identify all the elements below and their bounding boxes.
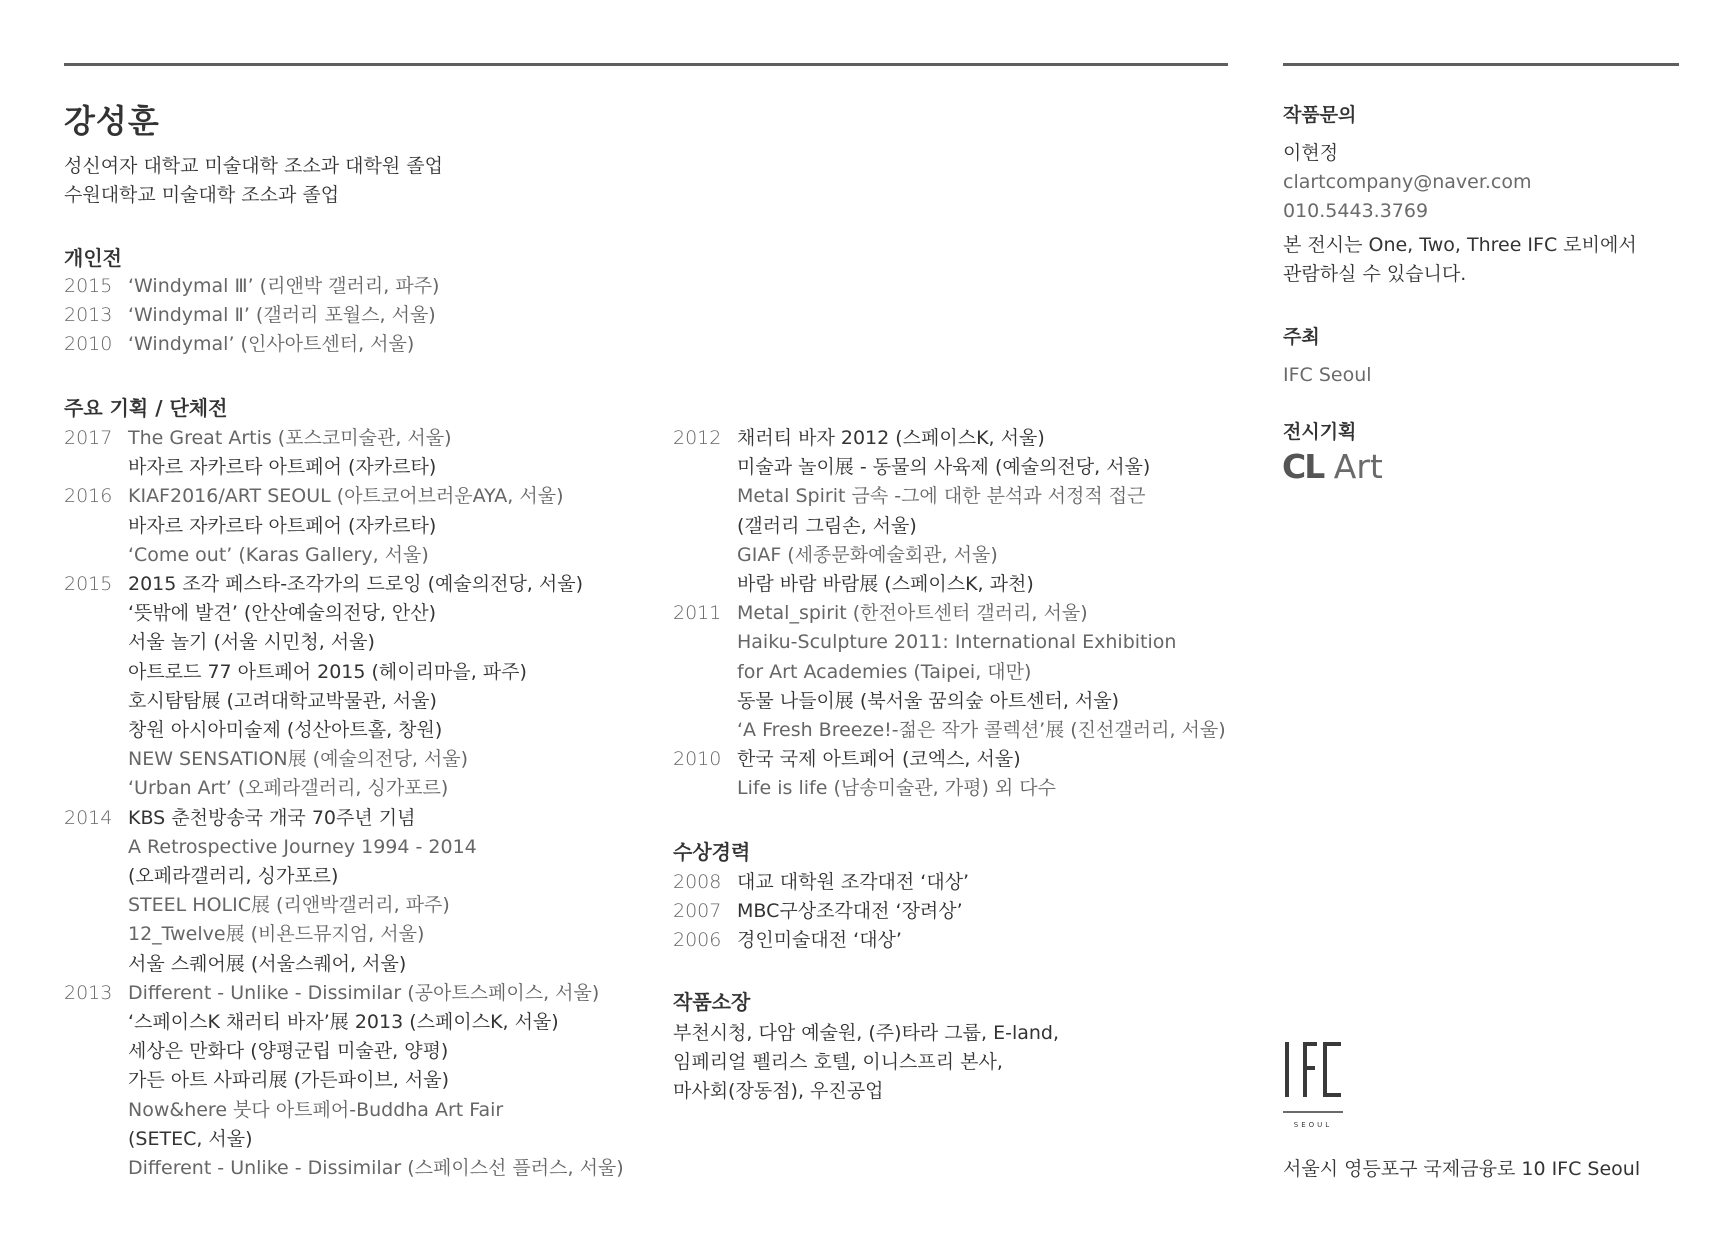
cl-logo-mark: CL xyxy=(1282,447,1324,486)
artist-name: 강성훈 xyxy=(64,102,160,140)
solo-group xyxy=(64,330,439,359)
exhibition-item: The Great Artis (포스코미술관, 서울) xyxy=(128,427,452,449)
exhibition-item: Metal_spirit (한전아트센터 갤러리, 서울) xyxy=(737,602,1088,625)
exhibition-item: 서울 스퀘어展 (서울스퀘어, 서울) xyxy=(128,952,407,975)
group-exhibition-year xyxy=(64,570,624,804)
exhibition-item: Metal Spirit 금속 -그에 대한 분석과 서정적 접근 xyxy=(737,485,1146,508)
year: 2007 xyxy=(673,900,722,923)
top-rule-left xyxy=(64,63,1228,66)
year: 2010 xyxy=(673,748,722,771)
collections-list xyxy=(673,1019,1059,1107)
contact-name: 이현정 xyxy=(1283,142,1339,164)
solo-group xyxy=(64,301,439,330)
exhibition-item: 동물 나들이展 (북서울 꿈의숲 아트센터, 서울) xyxy=(737,689,1120,712)
exhibition-item: 바자르 자카르타 아트페어 (자카르타) xyxy=(128,514,437,537)
cl-logo-word: Art xyxy=(1333,447,1383,486)
year: 2012 xyxy=(673,427,722,449)
collections-line: 부천시청, 다암 예술원, (주)타라 그룹, E-land, xyxy=(673,1022,1060,1044)
address: 서울시 영등포구 국제금융로 10 IFC Seoul xyxy=(1283,1158,1641,1180)
group-exhibition-year xyxy=(64,424,624,482)
group-exhibition-year xyxy=(673,424,1226,599)
exhibition-item: 채러티 바자 2012 (스페이스K, 서울) xyxy=(737,427,1045,449)
exhibition-item: 아트로드 77 아트페어 2015 (헤이리마을, 파주) xyxy=(128,660,527,683)
exhibition-item: STEEL HOLIC展 (리앤박갤러리, 파주) xyxy=(128,894,450,917)
collections-line: 마사회(장동점), 우진공업 xyxy=(673,1080,884,1103)
award-text: 대교 대학원 조각대전 ‘대상’ xyxy=(737,871,970,893)
svg-text:SEOUL: SEOUL xyxy=(1293,1121,1333,1129)
exhibition-item: A Retrospective Journey 1994 - 2014 xyxy=(128,835,477,858)
year: 2013 xyxy=(64,304,113,327)
ifc-seoul-logo xyxy=(1283,1040,1343,1130)
note-line: 본 전시는 One, Two, Three IFC 로비에서 xyxy=(1283,234,1637,256)
year: 2016 xyxy=(64,485,113,508)
education-line: 수원대학교 미술대학 조소과 졸업 xyxy=(64,184,340,206)
year: 2010 xyxy=(64,333,113,356)
contact-email: clartcompany@naver.com xyxy=(1283,171,1532,193)
solo-item: ‘Windymal Ⅲ’ (리앤박 갤러리, 파주) xyxy=(128,275,440,297)
solo-item: ‘Windymal’ (인사아트센터, 서울) xyxy=(128,333,415,356)
solo-item: ‘Windymal Ⅱ’ (갤러리 포월스, 서울) xyxy=(128,304,436,327)
exhibition-item: (갤러리 그림손, 서울) xyxy=(737,514,917,537)
awards-heading: 수상경력 xyxy=(673,840,751,864)
host-section xyxy=(1283,322,1372,390)
exhibition-item: Now&here 붓다 아트페어-Buddha Art Fair xyxy=(128,1098,504,1121)
exhibition-item: 세상은 만화다 (양평군립 미술관, 양평) xyxy=(128,1040,449,1063)
group-exhibition-year xyxy=(64,482,624,570)
exhibition-item: (SETEC, 서울) xyxy=(128,1127,253,1150)
cl-art-logo xyxy=(1282,447,1383,486)
exhibition-item: Different - Unlike - Dissimilar (스페이스선 플러스, 서울) xyxy=(128,1157,624,1180)
year: 2015 xyxy=(64,573,113,596)
note-line: 관람하실 수 있습니다. xyxy=(1283,263,1467,285)
exhibition-item: ‘A Fresh Breeze!-젊은 작가 콜렉션’展 (진선갤러리, 서울) xyxy=(737,719,1226,742)
group-list-col2 xyxy=(673,424,1226,804)
year: 2017 xyxy=(64,427,113,449)
solo-heading: 개인전 xyxy=(64,246,122,270)
exhibition-item: ‘뜻밖에 발견’ (안산예술의전당, 안산) xyxy=(128,602,437,625)
exhibition-item: 한국 국제 아트페어 (코엑스, 서울) xyxy=(737,748,1021,771)
education-line: 성신여자 대학교 미술대학 조소과 대학원 졸업 xyxy=(64,155,443,177)
exhibition-item: Haiku-Sculpture 2011: International Exhibition xyxy=(737,631,1177,654)
exhibition-item: 바자르 자카르타 아트페어 (자카르타) xyxy=(128,456,437,479)
exhibition-item: KIAF2016/ART SEOUL (아트코어브러운AYA, 서울) xyxy=(128,485,564,508)
award-item xyxy=(673,897,969,926)
exhibition-item: 미술과 놀이展 - 동물의 사육제 (예술의전당, 서울) xyxy=(737,456,1151,479)
exhibition-item: KBS 춘천방송국 개국 70주년 기념 xyxy=(128,806,416,829)
awards-list xyxy=(673,868,969,956)
group-exhibition-year xyxy=(64,804,624,979)
group-exhibition-year xyxy=(673,745,1226,803)
award-item xyxy=(673,926,969,955)
exhibition-item: NEW SENSATION展 (예술의전당, 서울) xyxy=(128,748,469,771)
top-rule-right xyxy=(1283,63,1679,66)
collections-line: 임페리얼 펠리스 호텔, 이니스프리 본사, xyxy=(673,1051,1003,1074)
exhibition-item: 12_Twelve展 (비욘드뮤지엄, 서울) xyxy=(128,923,425,946)
exhibition-item: for Art Academies (Taipei, 대만) xyxy=(737,660,1032,683)
exhibition-item: 창원 아시아미술제 (성산아트홀, 창원) xyxy=(128,719,443,742)
exhibition-item: 바람 바람 바람展 (스페이스K, 과천) xyxy=(737,573,1034,596)
exhibition-item: GIAF (세종문화예술회관, 서울) xyxy=(737,543,998,566)
exhibition-item: ‘스페이스K 채러티 바자’展 2013 (스페이스K, 서울) xyxy=(128,1011,559,1034)
year: 2006 xyxy=(673,929,722,952)
collections-heading: 작품소장 xyxy=(673,990,751,1014)
planning-heading: 전시기획 xyxy=(1283,421,1357,443)
exhibition-item: 서울 놀기 (서울 시민청, 서울) xyxy=(128,631,375,654)
group-list-col1 xyxy=(64,424,624,1183)
year: 2015 xyxy=(64,275,113,297)
host-value: IFC Seoul xyxy=(1283,364,1372,386)
contact-section xyxy=(1283,100,1637,289)
award-text: 경인미술대전 ‘대상’ xyxy=(737,929,902,952)
exhibition-item: 호시탐탐展 (고려대학교박물관, 서울) xyxy=(128,689,437,712)
host-heading: 주최 xyxy=(1283,326,1320,348)
group-exhibition-year xyxy=(64,979,624,1183)
exhibition-note xyxy=(1283,231,1637,289)
exhibition-item: Life is life (남송미술관, 가평) 외 다수 xyxy=(737,777,1056,800)
year: 2014 xyxy=(64,806,113,829)
award-text: MBC구상조각대전 ‘장려상’ xyxy=(737,900,963,923)
contact-phone: 010.5443.3769 xyxy=(1283,200,1429,222)
year: 2013 xyxy=(64,981,113,1004)
education xyxy=(64,152,443,210)
contact-heading: 작품문의 xyxy=(1283,104,1357,126)
exhibition-item: Different - Unlike - Dissimilar (공아트스페이스, 서울) xyxy=(128,981,600,1004)
year: 2011 xyxy=(673,602,722,625)
year: 2008 xyxy=(673,871,722,893)
group-heading: 주요 기획 / 단체전 xyxy=(64,396,228,420)
exhibition-item: ‘Urban Art’ (오페라갤러리, 싱가포르) xyxy=(128,777,449,800)
award-item xyxy=(673,868,969,897)
group-exhibition-year xyxy=(673,599,1226,745)
exhibition-item: 가든 아트 사파리展 (가든파이브, 서울) xyxy=(128,1069,449,1092)
exhibition-item: (오페라갤러리, 싱가포르) xyxy=(128,865,339,888)
exhibition-item: ‘Come out’ (Karas Gallery, 서울) xyxy=(128,543,429,566)
exhibition-item: 2015 조각 페스타-조각가의 드로잉 (예술의전당, 서울) xyxy=(128,573,583,596)
planning-section xyxy=(1283,417,1356,444)
solo-list xyxy=(64,272,439,360)
solo-group xyxy=(64,272,439,301)
